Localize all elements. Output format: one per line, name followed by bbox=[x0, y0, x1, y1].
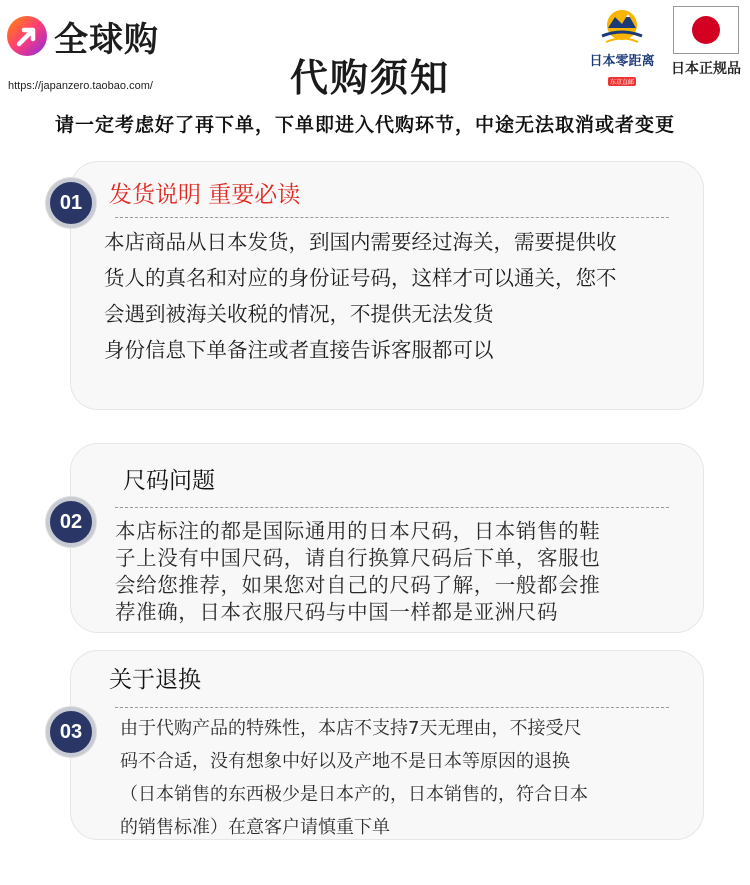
section-body bbox=[115, 518, 600, 626]
section-divider bbox=[115, 507, 669, 508]
japan-zero-distance-logo bbox=[584, 8, 660, 88]
section-card-returns bbox=[70, 650, 704, 840]
body-line: 货人的真名和对应的身份证号码，这样才可以通关，您不 bbox=[104, 266, 617, 290]
section-title: 关于退换 bbox=[109, 667, 201, 693]
body-line: 码不合适，没有想象中好以及产地不是日本等原因的退换 bbox=[120, 751, 570, 772]
section-title: 发货说明 重要必读 bbox=[109, 182, 301, 208]
order-notice: 请一定考虑好了再下单，下单即进入代购环节，中途无法取消或者变更 bbox=[54, 114, 675, 136]
section-card-sizing bbox=[70, 443, 704, 633]
body-line: 身份信息下单备注或者直接告诉客服都可以 bbox=[104, 338, 494, 362]
page-title: 代购须知 bbox=[289, 56, 450, 100]
brand-name: 全球购 bbox=[54, 19, 159, 60]
body-line: 本店标注的都是国际通用的日本尺码，日本销售的鞋 bbox=[115, 519, 601, 543]
tokyo-direct-tag: 东京直邮 bbox=[609, 79, 634, 86]
body-line: 子上没有中国尺码，请自行换算尺码后下单，客服也 bbox=[115, 546, 601, 570]
body-line: 的销售标准）在意客户请慎重下单 bbox=[120, 817, 390, 838]
section-title: 尺码问题 bbox=[123, 468, 215, 494]
section-card-shipping bbox=[70, 161, 704, 410]
section-divider bbox=[115, 217, 669, 218]
shop-url-link[interactable]: https://japanzero.taobao.com/ bbox=[8, 80, 153, 92]
mountain-sun-icon bbox=[600, 8, 644, 48]
body-line: （日本销售的东西极少是日本产的，日本销售的，符合日本 bbox=[120, 784, 588, 805]
body-line: 荐准确，日本衣服尺码与中国一样都是亚洲尺码 bbox=[115, 600, 559, 624]
section-number-badge: 03 bbox=[46, 707, 96, 757]
japan-genuine-badge bbox=[665, 6, 747, 78]
section-body bbox=[104, 224, 617, 368]
section-number-badge: 01 bbox=[46, 178, 96, 228]
section-divider bbox=[115, 707, 669, 708]
body-line: 本店商品从日本发货，到国内需要经过海关，需要提供收 bbox=[104, 230, 617, 254]
body-line: 由于代购产品的特殊性，本店不支持7天无理由，不接受尺 bbox=[120, 718, 582, 739]
section-body bbox=[120, 712, 588, 844]
japan-zero-distance-name: 日本零距离 bbox=[589, 54, 655, 69]
body-line: 会给您推荐，如果您对自己的尺码了解，一般都会推 bbox=[115, 573, 601, 597]
japan-flag-icon bbox=[673, 6, 739, 54]
section-number-badge: 02 bbox=[46, 497, 96, 547]
body-line: 会遇到被海关收税的情况，不提供无法发货 bbox=[104, 302, 494, 326]
japan-genuine-label: 日本正规品 bbox=[671, 61, 741, 77]
